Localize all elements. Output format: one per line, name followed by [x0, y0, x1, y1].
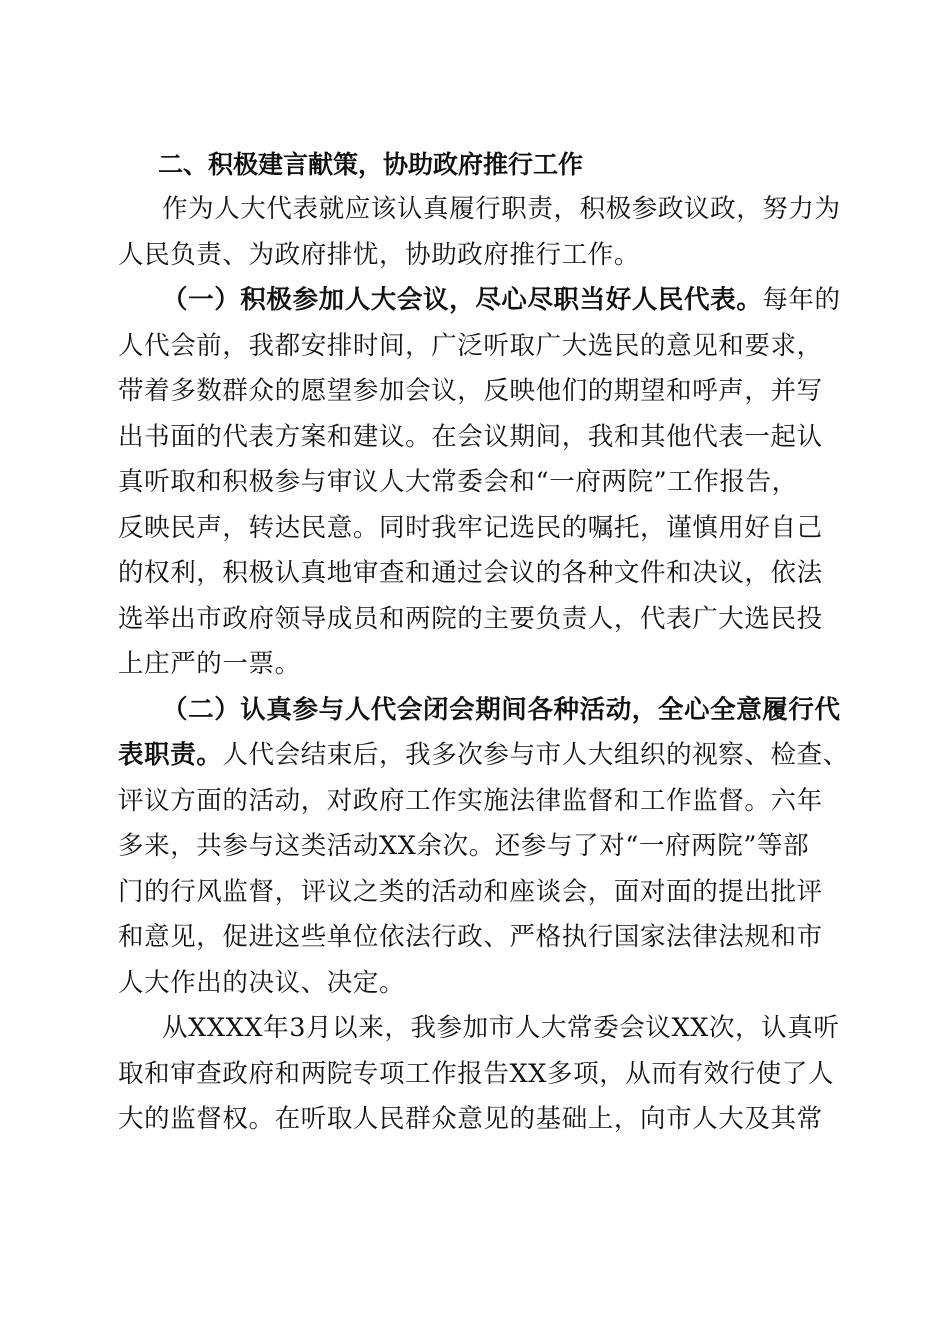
paragraph-4-line: 取和审查政府和两院专项工作报告XX多项，从而有效行使了人 [118, 1058, 835, 1089]
paragraph-3-second-line [118, 733, 849, 779]
paragraph-2-line: 反映民声，转达民意。同时我牢记选民的嘱托，谨慎用好自己 [118, 512, 823, 543]
paragraph-2-line: 的权利，积极认真地审查和通过会议的各种文件和决议，依法 [118, 558, 823, 588]
section-heading: 二、积极建言献策，协助政府推行工作 [158, 150, 584, 179]
paragraph-2-line: 选举出市政府领导成员和两院的主要负责人，代表广大选民投 [118, 603, 823, 634]
paragraph-3-line: 评议方面的活动，对政府工作实施法律监督和工作监督。六年 [118, 785, 823, 816]
paragraph-3-line: 门的行风监督，评议之类的活动和座谈会，面对面的提出批评 [118, 876, 823, 907]
paragraph-3-line: 多来，共参与这类活动XX余次。还参与了对“一府两院”等部 [118, 831, 810, 861]
paragraph-2-line: 真听取和积极参与审议人大常委会和“一府两院”工作报告， [118, 467, 798, 497]
paragraph-4-line: 从XXXX年3月以来，我参加市人大常委会议XX次，认真听 [162, 1013, 840, 1043]
subheading-2: （二）认真参与人代会闭会期间各种活动，全心全意履行代 [162, 694, 841, 725]
paragraph-2-line: 上庄严的一票。 [118, 649, 301, 679]
paragraph-2-first-line [118, 278, 841, 324]
subheading-1: （一）积极参加人大会议，尽心尽职当好人民代表。 [162, 285, 763, 315]
document-body [118, 142, 849, 1143]
paragraph-3-line: 和意见，促进这些单位依法行政、严格执行国家法律法规和市 [118, 922, 823, 952]
paragraph-4-line: 大的监督权。在听取人民群众意见的基础上，向市人大及其常 [118, 1104, 823, 1134]
paragraph-2-line: 出书面的代表方案和建议。在会议期间，我和其他代表一起认 [118, 421, 823, 452]
paragraph-1-line: 作为人大代表就应该认真履行职责，积极参政议政，努力为 [162, 194, 841, 224]
paragraph-1-line: 人民负责、为政府排忧，协助政府推行工作。 [118, 239, 641, 270]
paragraph-2-text: 每年的 [762, 285, 841, 315]
paragraph-3-line: 人大作出的决议、决定。 [118, 967, 406, 998]
paragraph-2-line: 带着多数群众的愿望参加会议，反映他们的期望和呼声，并写 [118, 376, 823, 406]
subheading-2-tail: 表职责。 [118, 740, 223, 770]
paragraph-2-line: 人代会前，我都安排时间，广泛听取广大选民的意见和要求， [118, 330, 823, 361]
paragraph-3-text: 人代会结束后，我多次参与市人大组织的视察、检查、 [222, 740, 849, 770]
